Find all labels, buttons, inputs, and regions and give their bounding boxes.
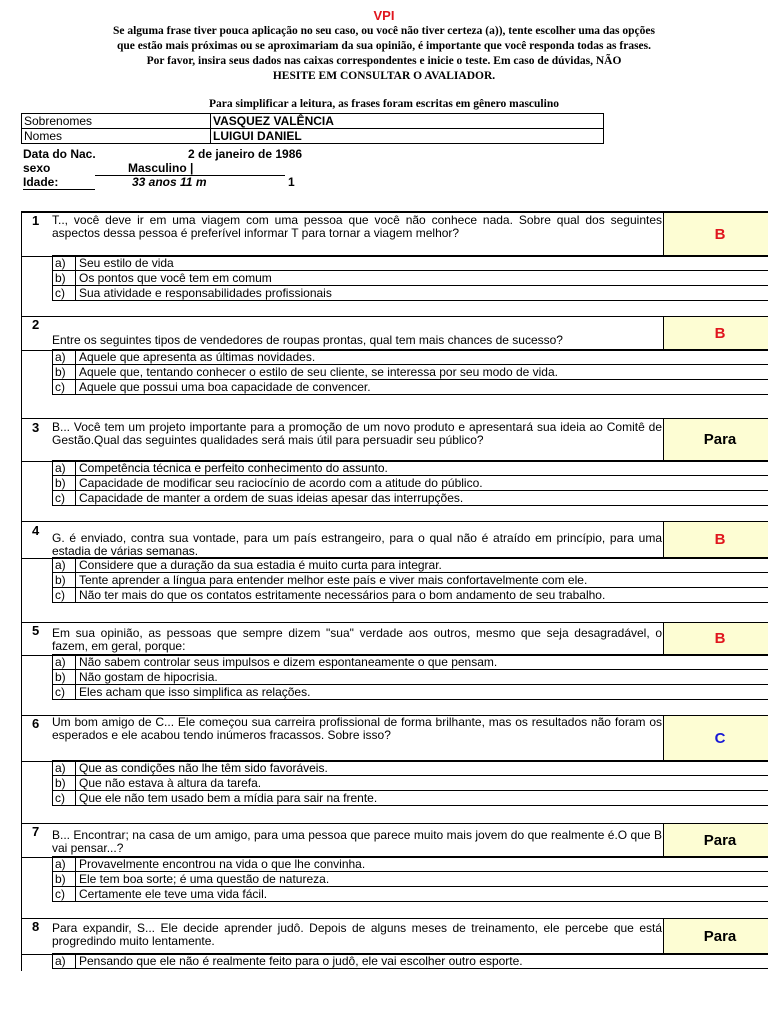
option-letter: b) <box>55 271 66 285</box>
option-text: Pensando que ele não é realmente feito para o judô, ele vai escolher outro esporte. <box>75 954 523 968</box>
option-text: Os pontos que você tem em comum <box>75 271 272 285</box>
option-letter: a) <box>55 461 66 475</box>
question-number: 7 <box>32 824 40 839</box>
option-row[interactable] <box>52 286 768 301</box>
option-row[interactable] <box>52 460 768 476</box>
sex-label: sexo <box>23 161 51 175</box>
name-label: Nomes <box>22 129 211 144</box>
option-row[interactable] <box>52 887 768 902</box>
option-row[interactable] <box>52 573 768 588</box>
option-letter: b) <box>55 670 66 684</box>
option-text: Não sabem controlar seus impulsos e dizem espontaneamente o que pensam. <box>75 655 497 669</box>
option-text: Aquele que possui uma boa capacidade de convencer. <box>75 380 371 394</box>
question-text: Entre os seguintes tipos de vendedores de roupas prontas, qual tem mais chances de sucesso? <box>52 333 563 347</box>
option-row[interactable] <box>52 271 768 286</box>
option-text: Tente aprender a língua para entender melhor este país e viver mais confortavelmente com ele. <box>75 573 587 587</box>
question-number: 6 <box>32 716 40 731</box>
option-letter: a) <box>55 558 66 572</box>
option-row[interactable] <box>52 491 768 506</box>
option-letter: b) <box>55 573 66 587</box>
option-text: Que as condições não lhe têm sido favoráveis. <box>75 761 328 775</box>
option-row[interactable] <box>52 255 768 271</box>
option-text: Não gostam de hipocrisia. <box>75 670 218 684</box>
instruction-line-4: HESITE EM CONSULTAR O AVALIADOR. <box>272 70 496 82</box>
option-row[interactable] <box>52 856 768 872</box>
age-field[interactable]: 33 anos 11 m <box>132 175 207 189</box>
question-text: Em sua opinião, as pessoas que sempre dizem "sua" verdade aos outros, mesmo que seja desagradável, o fazem, em geral, porque: <box>52 626 662 653</box>
option-letter: c) <box>55 588 65 602</box>
age-label: Idade: <box>23 175 95 190</box>
option-row[interactable] <box>52 760 768 776</box>
option-letter: b) <box>55 365 66 379</box>
option-letter: c) <box>55 887 65 901</box>
question-text: G. é enviado, contra sua vontade, para um país estrangeiro, para o qual não é atraído em princípio, para uma estadia de várias semanas. <box>52 531 662 558</box>
option-text: Sua atividade e responsabilidades profissionais <box>75 286 332 300</box>
option-text: Competência técnica e perfeito conhecimento do assunto. <box>75 461 388 475</box>
surname-label: Sobrenomes <box>22 114 211 129</box>
option-row[interactable] <box>52 670 768 685</box>
question-number: 8 <box>32 919 40 934</box>
option-text: Que ele não tem usado bem a mídia para sair na frente. <box>75 791 377 805</box>
question-number: 3 <box>32 420 40 435</box>
option-letter: a) <box>55 761 66 775</box>
question-text: Um bom amigo de C... Ele começou sua carreira profissional de forma brilhante, mas os resultados não foram os esperados e ele acabou tendo inúmeros fracassos. Sobre isso? <box>52 715 662 742</box>
option-letter: c) <box>55 791 65 805</box>
option-letter: c) <box>55 685 65 699</box>
option-text: Provavelmente encontrou na vida o que lhe convinha. <box>75 857 365 871</box>
surname-field[interactable]: VASQUEZ VALÊNCIA <box>211 114 604 129</box>
question-number: 1 <box>32 213 40 228</box>
instruction-line-3: Por favor, insira seus dados nas caixas correspondentes e inicie o teste. Em caso de dúvidas, NÃO <box>146 55 622 67</box>
answer-field[interactable]: Para <box>663 823 768 858</box>
page-title: VPI <box>373 8 395 23</box>
answer-field[interactable]: Para <box>663 418 768 462</box>
option-letter: b) <box>55 776 66 790</box>
question-number: 5 <box>32 623 40 638</box>
question-text: T.., você deve ir em uma viagem com uma pessoa que você não conhece nada. Sobre qual dos seguintes aspectos dessa pessoa é preferível informar T para tornar a viagem melhor? <box>52 213 662 240</box>
option-row[interactable] <box>52 654 768 670</box>
question-text: Para expandir, S... Ele decide aprender judô. Depois de alguns meses de treinamento, ele percebe que está progredindo muito lentamente. <box>52 921 662 948</box>
answer-field[interactable]: B <box>663 622 768 656</box>
option-row[interactable] <box>52 557 768 573</box>
option-letter: a) <box>55 857 66 871</box>
option-row[interactable] <box>52 776 768 791</box>
option-text: Capacidade de modificar seu raciocínio de acordo com a atitude do público. <box>75 476 483 490</box>
name-field[interactable]: LUIGUI DANIEL <box>211 129 604 144</box>
option-row[interactable] <box>52 380 768 395</box>
option-text: Aquele que, tentando conhecer o estilo de seu cliente, se interessa por seu modo de vida. <box>75 365 558 379</box>
option-row[interactable] <box>52 953 768 969</box>
answer-field[interactable]: Para <box>663 918 768 955</box>
option-text: Capacidade de manter a ordem de suas ideias apesar das interrupções. <box>75 491 463 505</box>
answer-field[interactable]: B <box>663 316 768 351</box>
option-text: Que não estava à altura da tarefa. <box>75 776 261 790</box>
instruction-line-1: Se alguma frase tiver pouca aplicação no seu caso, ou você não tiver certeza (a)), tente escolher uma das opções <box>112 25 655 37</box>
option-letter: c) <box>55 286 65 300</box>
birth-label: Data do Nac. <box>23 147 96 161</box>
option-letter: c) <box>55 491 65 505</box>
question-number: 4 <box>32 523 40 538</box>
age-extra: 1 <box>288 175 295 189</box>
answer-field[interactable]: B <box>663 521 768 559</box>
option-text: Não ter mais do que os contatos estritamente necessários para o bom andamento de seu trabalho. <box>75 588 605 602</box>
sex-field[interactable]: Masculino | <box>128 161 194 175</box>
option-row[interactable] <box>52 349 768 365</box>
option-letter: a) <box>55 256 66 270</box>
question-text: B... Encontrar; na casa de um amigo, para uma pessoa que parece muito mais jovem do que realmente é.O que B vai pensar...? <box>52 828 662 855</box>
option-letter: b) <box>55 476 66 490</box>
option-text: Certamente ele teve uma vida fácil. <box>75 887 267 901</box>
option-letter: a) <box>55 350 66 364</box>
birth-field[interactable]: 2 de janeiro de 1986 <box>188 147 303 161</box>
option-letter: a) <box>55 655 66 669</box>
option-letter: c) <box>55 380 65 394</box>
option-row[interactable] <box>52 685 768 700</box>
answer-field[interactable]: B <box>663 212 768 257</box>
option-text: Ele tem boa sorte; é uma questão de natureza. <box>75 872 329 886</box>
option-letter: b) <box>55 872 66 886</box>
option-text: Seu estilo de vida <box>75 256 174 270</box>
option-row[interactable] <box>52 791 768 806</box>
option-letter: a) <box>55 954 66 968</box>
option-row[interactable] <box>52 476 768 491</box>
answer-field[interactable]: C <box>663 715 768 762</box>
question-text: B... Você tem um projeto importante para a promoção de um novo produto e apresentará sua ideia ao Comitê de Gestão.Qual das seguintes qualidades será mais útil para persuadir seu público? <box>52 420 662 447</box>
option-row[interactable] <box>52 588 768 603</box>
option-text: Eles acham que isso simplifica as relações. <box>75 685 310 699</box>
identity-table <box>21 113 604 144</box>
option-row[interactable] <box>52 872 768 887</box>
option-text: Considere que a duração da sua estadia é muito curta para integrar. <box>75 558 442 572</box>
gender-note: Para simplificar a leitura, as frases foram escritas em gênero masculino <box>209 98 559 110</box>
option-text: Aquele que apresenta as últimas novidades. <box>75 350 315 364</box>
option-row[interactable] <box>52 365 768 380</box>
question-number: 2 <box>32 317 40 332</box>
instruction-line-2: que estão mais próximas ou se aproximariam da sua opinião, é importante que você responda todas as frases. <box>116 40 652 52</box>
